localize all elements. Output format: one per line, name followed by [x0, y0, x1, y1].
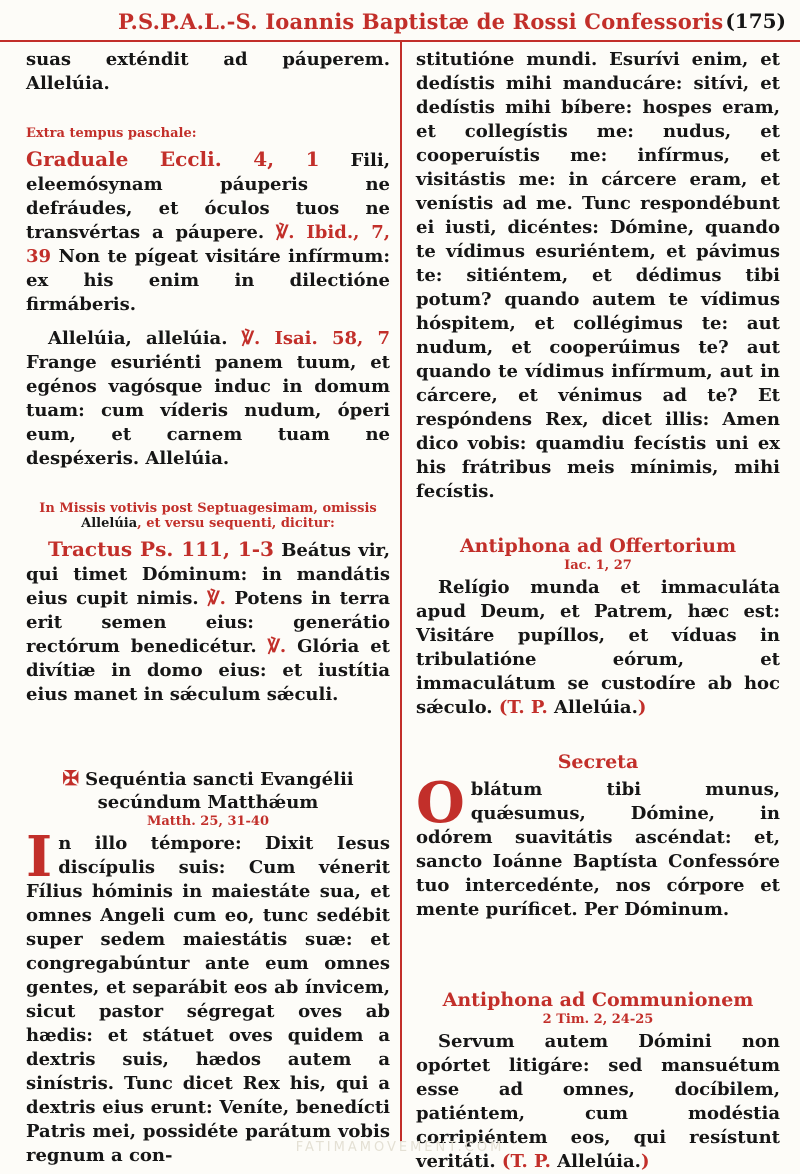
alleluia-versicle: ℣. Isai. 58, 7 — [241, 328, 390, 349]
offertorium-close: ) — [637, 697, 647, 718]
gospel-text-block — [26, 824, 390, 1168]
graduale-versicle: ℣. Ibid., 7, 39 — [26, 222, 390, 267]
communio-alleluia: Allelúia. — [557, 1151, 641, 1172]
offertorium-text: Relígio munda et immaculáta apud Deum, et Patrem, hæc est: Visitáre pupíllos, et víduas in tribulatióne eórum, et immaculátum se custodíre ab hoc sǽculo. — [416, 577, 780, 718]
gospel-title — [26, 767, 390, 814]
secreta-block — [416, 770, 780, 922]
gospel-dropcap: I — [26, 824, 53, 890]
watermark: FATIMAMOVEMENT.COM — [295, 1140, 505, 1155]
communio-text: Servum autem Dómini non opórtet litigáre: sed mansuétum esse ad omnes, docíbilem, patiéntem, cum modéstia corripiéntem eos, qui resístunt veritáti. — [416, 1031, 780, 1172]
gospel-title-line-1: Sequéntia sancti Evangélii — [85, 769, 354, 790]
page-number: (175) — [725, 9, 786, 33]
offertorium-tp: (T. P. — [498, 697, 548, 718]
graduale-block — [26, 147, 390, 317]
gospel-continued: stitutióne mundi. Esurívi enim, et dedístis mihi manducáre: sitívi, et dedístis mihi bíbere: hospes eram, et collegístis me: nudus, et cooperuístis me: infírmus, et visitástis me: in cárcere eram, et venístis ad me. Tunc respondébunt ei iusti, dicéntes: Dómine, quando te vídimus esuriéntem, et pávimus te: sitiéntem, et dédimus tibi potum? quando autem te vídimus hóspitem, et collégimus te: aut nudum, et cooperúimus te? aut quando te vídimus infírmum, aut in cárcere, et vénimus ad te? Et respóndens Rex, dicet illis: Amen dico vobis: quamdiu fecístis uni ex his frátribus meis mínimis, mihi fecístis. — [416, 49, 780, 502]
continued-text: suas exténdit ad páuperem. Allelúia. — [26, 49, 390, 94]
tractus-versicle-2: ℣. — [267, 636, 287, 657]
communio-close: ) — [640, 1151, 650, 1172]
rubric-extra-tempus: Extra tempus paschale: — [26, 126, 197, 141]
communio-reference: 2 Tim. 2, 24-25 — [542, 1012, 654, 1027]
alleluia-text: Frange esuriénti panem tuum, et egénos vagósque induc in domum tuam: cum víderis nudum, óperi eum, et carnem tuam ne despéxeris. Allelúia. — [26, 352, 390, 469]
tractus-block — [26, 537, 390, 707]
rubric-votive-part-1: In Missis votivis post Septuagesimam, omissis — [39, 501, 377, 516]
gospel-reference: Matth. 25, 31-40 — [146, 814, 270, 829]
rubric-votive-part-2: , et versu sequenti, dicitur: — [137, 516, 335, 531]
gospel-text: n illo témpore: Dixit Iesus discípulis suis: Cum vénerit Fílius hóminis in maiestáte sua, et omnes Angeli cum eo, tunc sedébit super sedem maiestátis suæ: et congregabúntur ante eum omnes gentes, et separábit eos ab ínvicem, sicut pastor ségregat oves ab hædis: et státuet oves quidem a dextris suis, hædos autem a sinístris. Tunc dicet Rex his, qui a dextris eius erunt: Veníte, benedícti Patris mei, possidéte parátum vobis regnum a con- — [26, 833, 390, 1166]
tractus-heading: Tractus Ps. 111, 1-3 — [48, 537, 274, 561]
tractus-text-3: Glória et divítiæ in domo eius: et iustítia eius manet in sǽculum sǽculi. — [26, 636, 390, 705]
secreta-title: Secreta — [557, 751, 639, 773]
cross-icon: ✠ — [62, 766, 80, 790]
graduale-heading: Graduale Eccli. 4, 1 — [26, 147, 320, 171]
secreta-text: blátum tibi munus, quǽsumus, Dómine, in odórem suavitátis ascéndat: et, sancto Ioánne Baptísta Confessóre tuo intercedénte, nos córpore et mente puríficet. Per Dóminum. — [416, 779, 780, 920]
rubric-votive-word: Allelúia — [81, 516, 138, 531]
graduale-text-1: Fili, eleemósynam páuperis ne defráudes, et óculos tuos ne transvértas a páupere. — [26, 150, 390, 243]
tractus-versicle-1: ℣. — [207, 588, 226, 609]
alleluia-block — [26, 327, 390, 471]
graduale-text-2: Non te pígeat visitáre infírmum: ex his enim in dilectióne firmáberis. — [26, 246, 390, 315]
offertorium-block — [416, 576, 780, 720]
tractus-text-2: Potens in terra erit semen eius: generátio rectórum benedicétur. — [26, 588, 390, 657]
communio-tp: (T. P. — [501, 1151, 551, 1172]
page-header — [0, 0, 800, 42]
communio-title: Antiphona ad Communionem — [442, 989, 754, 1011]
column-divider — [400, 42, 402, 1142]
secreta-dropcap: O — [416, 770, 465, 836]
right-column — [416, 48, 780, 1174]
page-title: P.S.P.A.L.-S. Ioannis Baptistæ de Rossi Confessoris — [118, 9, 724, 34]
offertorium-reference: Iac. 1, 27 — [564, 558, 632, 573]
gospel-title-line-2: secúndum Matthǽum — [97, 792, 319, 813]
left-column — [26, 48, 390, 1168]
rubric-votive — [26, 501, 390, 531]
alleluia-intro: Allelúia, allelúia. — [48, 328, 228, 349]
tractus-text-1: Beátus vir, qui timet Dóminum: in mandátis eius cupit nimis. — [26, 540, 390, 609]
offertorium-title: Antiphona ad Offertorium — [459, 535, 737, 557]
offertorium-alleluia: Allelúia. — [554, 697, 638, 718]
